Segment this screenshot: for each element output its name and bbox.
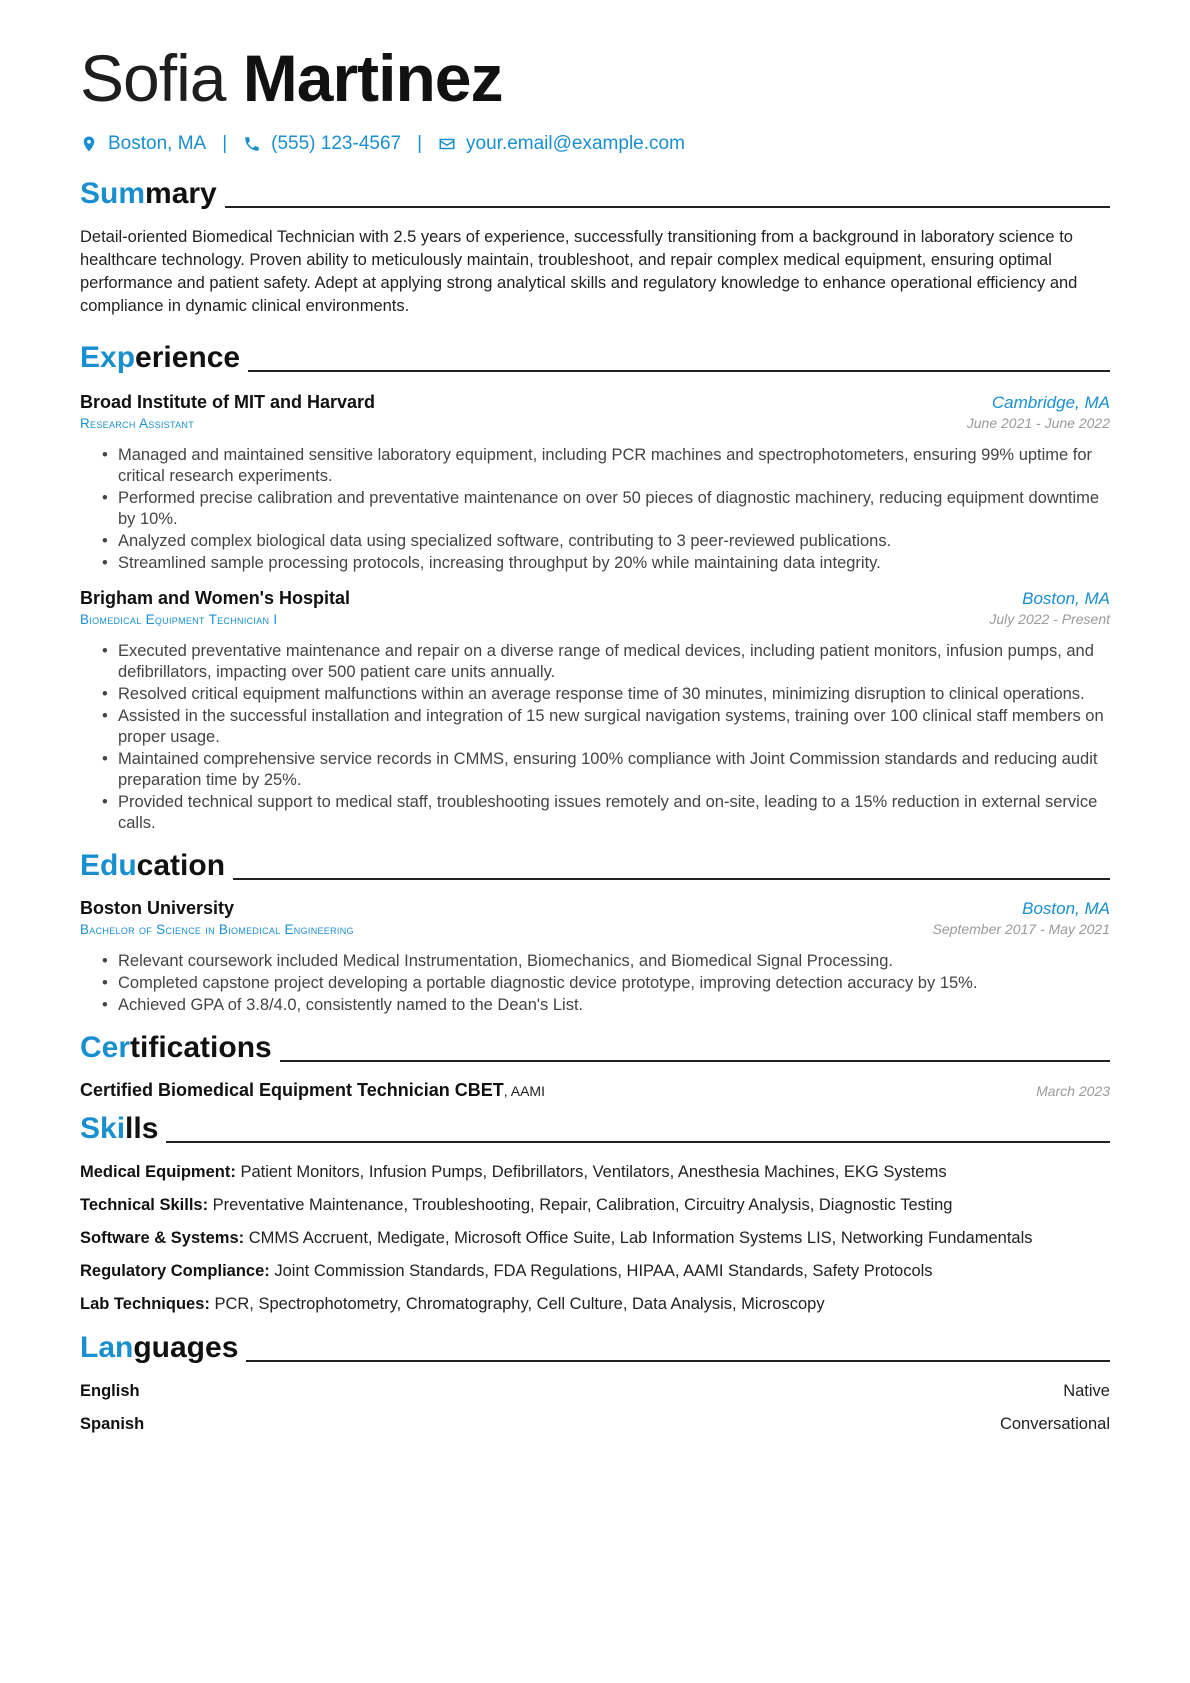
experience-heading: Experience [80,336,1110,376]
list-item: • Maintained comprehensive service records in CMMS, ensuring 100% compliance with Joint Commission standards and reducing audit preparation time by 25%. [102,749,1110,791]
list-item: • Relevant coursework included Medical Instrumentation, Biomechanics, and Biomedical Signal Processing. [102,951,1110,972]
job-bullets [80,641,1110,834]
map-pin-icon [80,135,98,153]
summary-heading: Summary [80,172,1110,212]
job-dates: June 2021 - June 2022 [966,415,1110,431]
certification-entry [80,1080,1110,1101]
education-bullets [80,951,1110,1016]
skill-row: Software & Systems: CMMS Accruent, Medigate, Microsoft Office Suite, Lab Information Systems LIS, Networking Fundamentals [80,1229,1033,1247]
certifications-heading: Certifications [80,1026,1110,1066]
language-name: English [80,1382,140,1400]
contact-bar [80,130,1110,158]
languages-heading: Languages [80,1326,1110,1366]
list-item: • Performed precise calibration and preventative maintenance on over 50 pieces of diagnostic machinery, reducing equipment downtime by 10%. [102,488,1110,530]
school-location: Boston, MA [1022,899,1110,918]
location-text: Boston, MA [108,133,207,154]
list-item: • Completed capstone project developing a portable diagnostic device prototype, improving detection accuracy by 15%. [102,973,1110,994]
list-item: • Provided technical support to medical staff, troubleshooting issues remotely and on-site, leading to a 15% reduction in external service calls. [102,792,1110,834]
language-name: Spanish [80,1415,145,1433]
contact-email[interactable] [438,133,685,155]
certification-name: Certified Biomedical Equipment Technician CBET [80,1080,504,1100]
envelope-icon [438,135,456,153]
language-level: Native [1063,1382,1110,1400]
section-divider [233,878,1110,880]
employer-name: Broad Institute of MIT and Harvard [80,392,376,412]
section-divider [166,1141,1110,1143]
skill-row: Medical Equipment: Patient Monitors, Infusion Pumps, Defibrillators, Ventilators, Anesthesia Machines, EKG Systems [80,1163,947,1181]
summary-text: Detail-oriented Biomedical Technician with 2.5 years of experience, successfully transitioning from a background in laboratory science to healthcare technology. Proven ability to meticulously maintain, troubleshoot, and repair complex medical equipment, ensuring optimal performance and patient safety. Adept at applying strong analytical skills and regulatory knowledge to enhance operational efficiency and compliance in dynamic clinical environments. [80,228,1078,315]
list-item: • Managed and maintained sensitive laboratory equipment, including PCR machines and spectrophotometers, ensuring 99% uptime for critical research experiments. [102,445,1110,487]
job-bullets [80,445,1110,574]
degree: Bachelor of Science in Biomedical Engineering [80,922,354,937]
skills-heading: Skills [80,1107,1110,1147]
list-item: • Streamlined sample processing protocols, increasing throughput by 20% while maintaining data integrity. [102,553,1110,574]
skill-row: Technical Skills: Preventative Maintenance, Troubleshooting, Repair, Calibration, Circuitry Analysis, Diagnostic Testing [80,1196,953,1214]
candidate-name [80,38,1110,118]
language-row [80,1413,1110,1435]
employer-name: Brigham and Women's Hospital [80,588,350,608]
contact-phone[interactable] [243,133,401,155]
education-entry [80,898,1110,1016]
school-name: Boston University [80,898,235,918]
skills-list [80,1161,1110,1315]
email-link[interactable]: your.email@example.com [466,133,685,154]
list-item: • Executed preventative maintenance and repair on a diverse range of medical devices, including patient monitors, infusion pumps, and defibrillators, impacting over 500 patient care units annually. [102,641,1110,683]
skill-row: Regulatory Compliance: Joint Commission Standards, FDA Regulations, HIPAA, AAMI Standards, Safety Protocols [80,1262,933,1280]
job-location: Cambridge, MA [991,393,1110,412]
job-title: Research Assistant [80,416,195,431]
job-dates: July 2022 - Present [989,611,1110,627]
education-heading: Education [80,844,1110,884]
language-row [80,1380,1110,1402]
education-dates: September 2017 - May 2021 [932,921,1110,937]
job-location: Boston, MA [1022,589,1110,608]
certification-date: March 2023 [1036,1083,1110,1099]
contact-separator: | [417,133,423,154]
list-item: • Assisted in the successful installation and integration of 15 new surgical navigation systems, training over 100 clinical staff members on proper usage. [102,706,1110,748]
skill-row: Lab Techniques: PCR, Spectrophotometry, Chromatography, Cell Culture, Data Analysis, Microscopy [80,1295,825,1313]
certification-issuer: , AAMI [503,1083,545,1099]
experience-entry [80,588,1110,834]
contact-separator: | [222,133,228,154]
list-item: • Analyzed complex biological data using specialized software, contributing to 3 peer-reviewed publications. [102,531,1110,552]
section-divider [246,1360,1110,1362]
experience-entry [80,392,1110,574]
section-divider [280,1060,1110,1062]
first-name: Sofia [80,41,226,115]
section-divider [225,206,1110,208]
last-name: Martinez [242,41,503,115]
list-item: • Achieved GPA of 3.8/4.0, consistently named to the Dean's List. [102,995,1110,1016]
job-title: Biomedical Equipment Technician I [80,612,278,627]
phone-icon [243,135,261,153]
phone-text: (555) 123-4567 [271,133,402,154]
contact-location [80,133,206,155]
section-divider [248,370,1110,372]
list-item: • Resolved critical equipment malfunctions within an average response time of 30 minutes, minimizing disruption to clinical operations. [102,684,1110,705]
language-level: Conversational [999,1415,1110,1433]
